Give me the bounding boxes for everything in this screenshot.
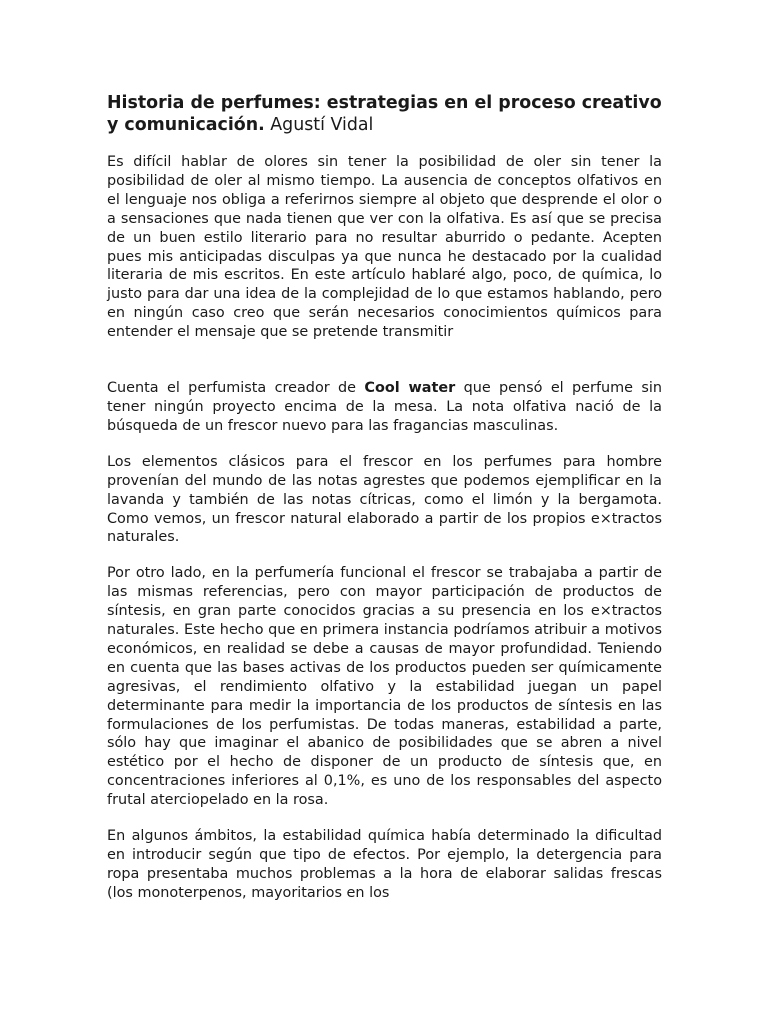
paragraph-cool-water [107, 379, 662, 436]
perfume-name-bold: Cool water [364, 380, 456, 397]
paragraph-classic-elements: Los elementos clásicos para el frescor en los perfumes para hombre provenían del mundo de las notas agrestes que podemos ejemplificar en la lavanda y también de las notas cítricas, como el limón y la bergamota. Como vemos, un frescor natural elaborado a partir de los propios e×tractos naturales. [107, 453, 662, 546]
article-title-text: Historia de perfumes: estrategias en el proceso creativo y comunicación. [107, 93, 662, 135]
paragraph-cool-water-before: Cuenta el perfumista creador de [107, 380, 365, 397]
paragraph-chemical-stability: En algunos ámbitos, la estabilidad química había determinado la dificultad en introducir según que tipo de efectos. Por ejemplo, la detergencia para ropa presentaba muchos problemas a la hora de elaborar salidas frescas (los monoterpenos, mayoritarios en los [107, 828, 662, 901]
article-author: Agustí Vidal [270, 115, 374, 135]
article-title [107, 92, 662, 136]
paragraph-cool-water-after: que pensó el perfume sin tener ningún proyecto encima de la mesa. La nota olfativa nació de la búsqueda de un frescor nuevo para las fragancias masculinas. [107, 380, 662, 434]
document-page [107, 92, 662, 903]
paragraph-functional-perfumery: Por otro lado, en la perfumería funcional el frescor se trabajaba a partir de las mismas referencias, pero con mayor participación de productos de síntesis, en gran parte conocidos gracias a su presencia en los e×tractos naturales. Este hecho que en primera instancia podríamos atribuir a motivos económicos, en realidad se debe a causas de mayor profundidad. Teniendo en cuenta que las bases activas de los productos pueden ser químicamente agresivas, el rendimiento olfativo y la estabilidad juegan un papel determinante para medir la importancia de los productos de síntesis en las formulaciones de los perfumistas. De todas maneras, estabilidad a parte, sólo hay que imaginar el abanico de posibilidades que se abren a nivel estético por el hecho de disponer de un producto de síntesis que, en concentraciones inferiores al 0,1%, es uno de los responsables del aspecto frutal aterciopelado en la rosa. [107, 565, 662, 809]
paragraph-intro: Es difícil hablar de olores sin tener la posibilidad de oler sin tener la posibilidad de oler al mismo tiempo. La ausencia de conceptos olfativos en el lenguaje nos obliga a referirnos siempre al objeto que desprende el olor o a sensaciones que nada tienen que ver con la olfativa. Es así que se precisa de un buen estilo literario para no resultar aburrido o pedante. Acepten pues mis anticipadas disculpas ya que nunca he destacado por la cualidad literaria de mis escritos. En este artículo hablaré algo, poco, de química, lo justo para dar una idea de la complejidad de lo que estamos hablando, pero en ningún caso creo que serán necesarios conocimientos químicos para entender el mensaje que se pretende transmitir [107, 154, 662, 341]
